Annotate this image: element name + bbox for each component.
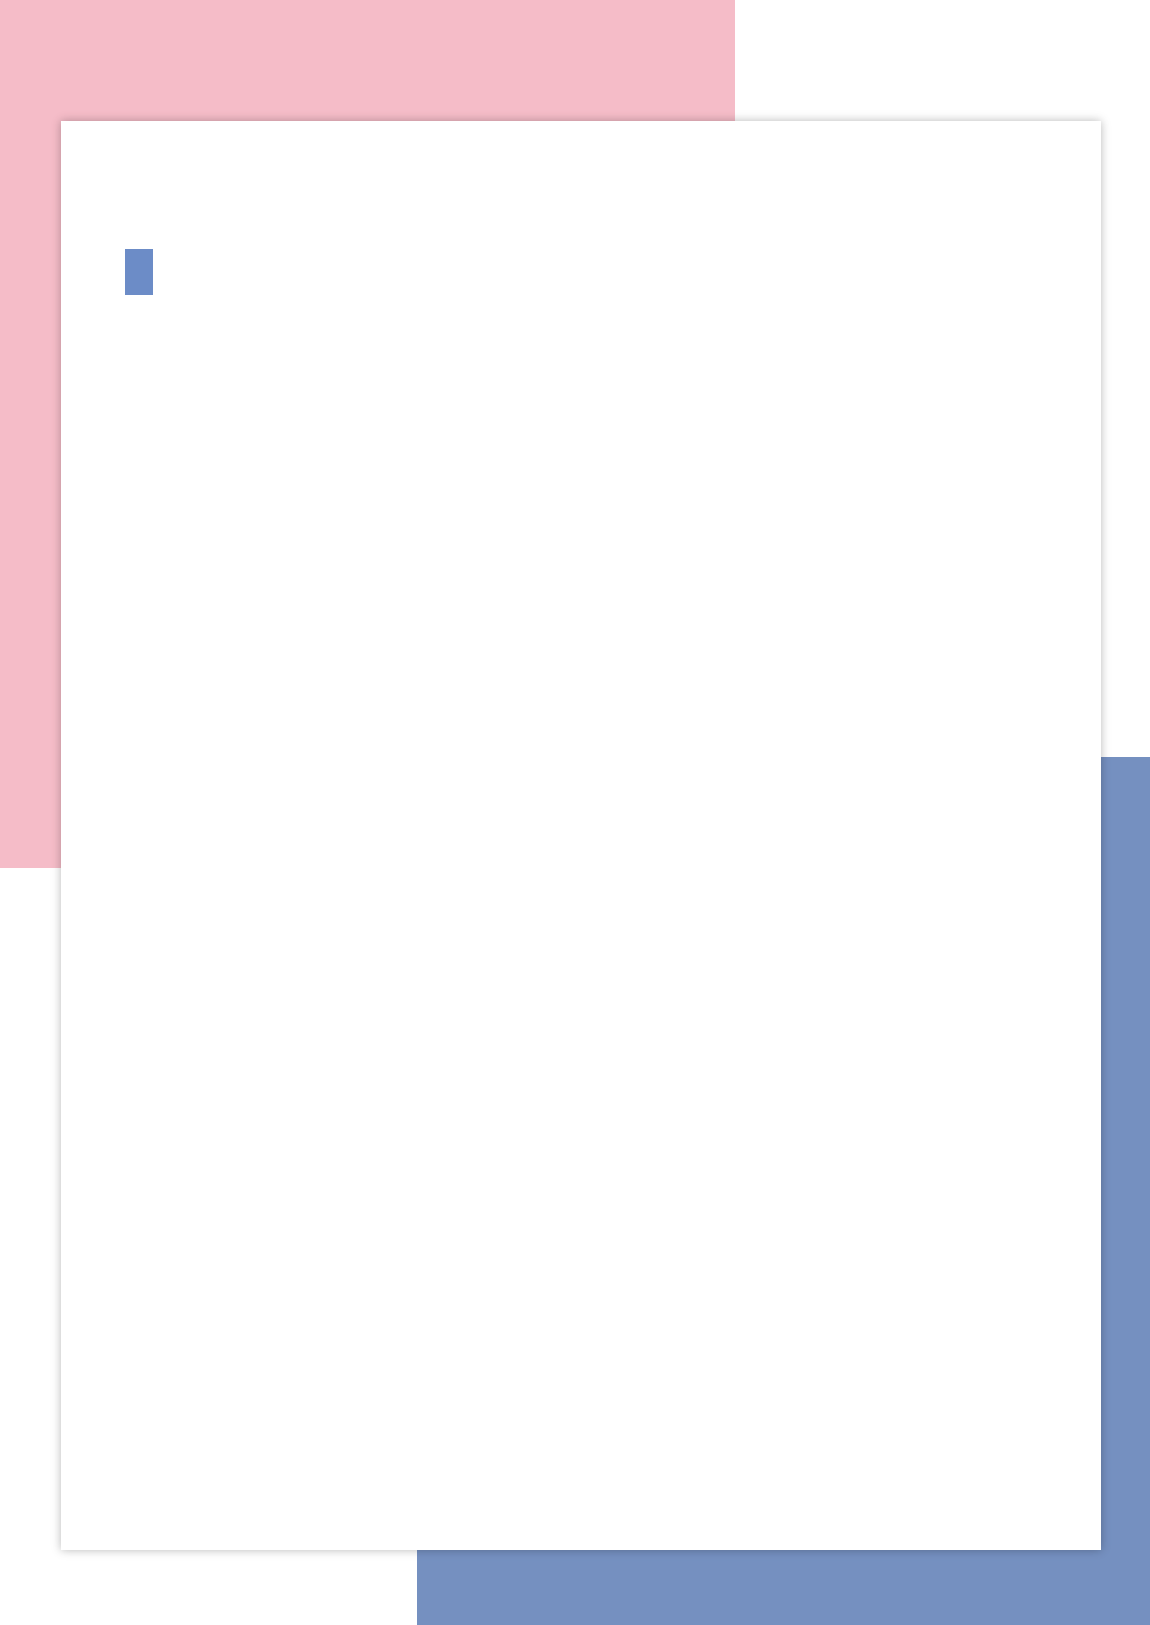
content-card bbox=[61, 121, 1101, 1550]
donor-list-banner bbox=[125, 249, 153, 295]
